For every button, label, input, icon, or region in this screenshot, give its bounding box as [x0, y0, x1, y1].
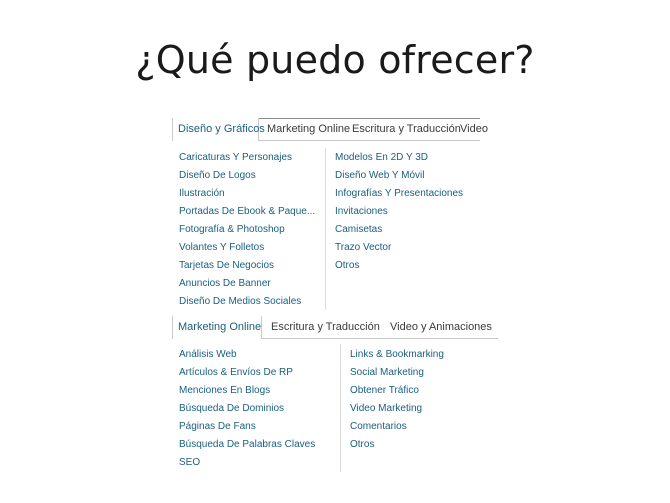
category-link[interactable]: Diseño De Logos — [179, 170, 256, 181]
column-divider — [325, 148, 326, 310]
category-link[interactable]: Otros — [350, 439, 375, 450]
category-link[interactable]: Artículos & Envíos De RP — [179, 367, 293, 378]
category-link[interactable]: Diseño Web Y Móvil — [335, 170, 425, 181]
category-link[interactable]: Páginas De Fans — [179, 421, 256, 432]
category-link[interactable]: Links & Bookmarking — [350, 349, 444, 360]
category-list-right — [350, 349, 490, 459]
category-panel-marketing — [172, 316, 498, 468]
category-link[interactable]: Volantes Y Folletos — [179, 242, 265, 253]
category-link[interactable]: Búsqueda De Palabras Claves — [179, 439, 316, 450]
category-link[interactable]: SEO — [179, 457, 201, 468]
category-list-left — [179, 152, 329, 312]
category-panel-design — [172, 118, 488, 307]
tab-bar — [172, 118, 488, 141]
category-link[interactable]: Búsqueda De Dominios — [179, 403, 285, 414]
category-link[interactable]: Social Marketing — [350, 367, 424, 378]
category-link[interactable]: Diseño De Medios Sociales — [179, 296, 302, 307]
tab-video[interactable]: Video — [460, 123, 488, 135]
category-link[interactable]: Análisis Web — [179, 349, 237, 360]
category-link[interactable]: Infografías Y Presentaciones — [335, 188, 464, 199]
column-divider — [340, 344, 341, 472]
tab-online-marketing[interactable]: Marketing Online — [172, 316, 262, 339]
category-link[interactable]: Video Marketing — [350, 403, 423, 414]
tab-writing-translation[interactable]: Escritura y Traducción — [352, 123, 461, 135]
category-link[interactable]: Anuncios De Banner — [179, 278, 271, 289]
category-link[interactable]: Fotografía & Photoshop — [179, 224, 285, 235]
category-link[interactable]: Camisetas — [335, 224, 383, 235]
category-link[interactable]: Trazo Vector — [335, 242, 392, 253]
slide-title: ¿Qué puedo ofrecer? — [135, 38, 535, 82]
category-link[interactable]: Tarjetas De Negocios — [179, 260, 275, 271]
category-link[interactable]: Otros — [335, 260, 360, 271]
category-list-left — [179, 349, 329, 469]
category-link[interactable]: Modelos En 2D Y 3D — [335, 152, 429, 163]
category-link[interactable]: Obtener Tráfico — [350, 385, 419, 396]
tab-bar — [172, 316, 498, 339]
tab-online-marketing[interactable]: Marketing Online — [267, 123, 351, 135]
tab-writing-translation[interactable]: Escritura y Traducción — [271, 321, 380, 333]
tab-video-animation[interactable]: Video y Animaciones — [390, 321, 492, 333]
category-link[interactable]: Portadas De Ebook & Paque... — [179, 206, 316, 217]
category-link[interactable]: Comentarios — [350, 421, 407, 432]
tab-design-graphics[interactable]: Diseño y Gráficos — [172, 118, 259, 141]
category-list-right — [335, 152, 475, 282]
category-link[interactable]: Menciones En Blogs — [179, 385, 271, 396]
category-link[interactable]: Invitaciones — [335, 206, 388, 217]
category-link[interactable]: Ilustración — [179, 188, 225, 199]
category-link[interactable]: Caricaturas Y Personajes — [179, 152, 293, 163]
